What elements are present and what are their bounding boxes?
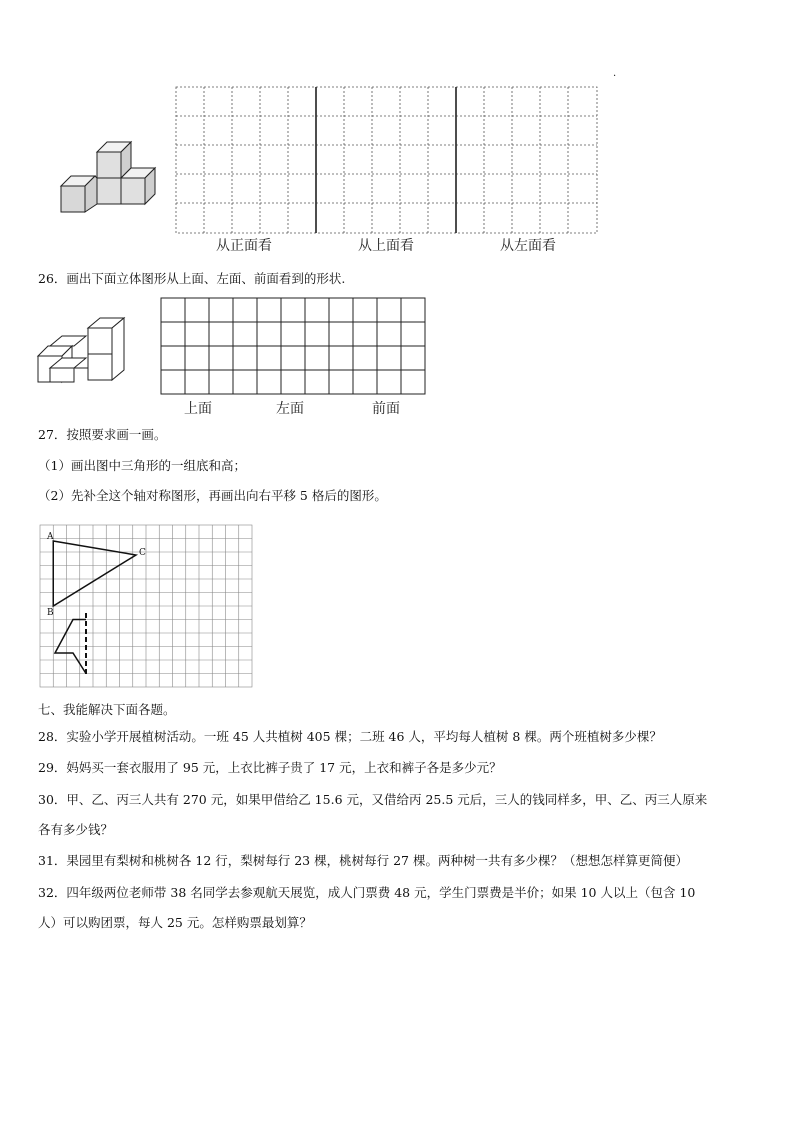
q32-line2: 人）可以购团票，每人 25 元。怎样购票最划算？ — [38, 915, 312, 930]
q29-text: 29．妈妈买一套衣服用了 95 元，上衣比裤子贵了 17 元，上衣和裤子各是多少元？ — [38, 760, 502, 775]
q27-text: 27．按照要求画一画。 — [38, 427, 167, 442]
q26-top-view-label: 上面 — [184, 401, 212, 417]
q30-line1: 30．甲、乙、丙三人共有 270 元，如果甲借给乙 15.6 元，又借给丙 25.5 元后，三人的钱同样多，甲、乙、丙三人原来 — [38, 792, 708, 807]
q25-top-view-label: 从上面看 — [358, 238, 414, 254]
point-label-a: A — [47, 532, 54, 542]
point-label-b: B — [47, 608, 54, 618]
q26-front-view-label: 前面 — [372, 401, 400, 417]
q28-text: 28．实验小学开展植树活动。一班 45 人共植树 405 棵；二班 46 人，平均每人植树 8 棵。两个班植树多少棵？ — [38, 729, 662, 744]
q26-text: 26．画出下面立体图形从上面、左面、前面看到的形状. — [38, 271, 346, 286]
triangle-abc — [53, 541, 136, 606]
q25-cube-figure — [55, 138, 165, 218]
point-label-c: C — [139, 548, 146, 558]
q32-line1: 32．四年级两位老师带 38 名同学去参观航天展览，成人门票费 48 元，学生门票费是半价；如果 10 人以上（包含 10 — [38, 885, 696, 900]
q26-cube-figure — [36, 316, 131, 386]
q31-text: 31．果园里有梨树和桃树各 12 行，梨树每行 23 棵，桃树每行 27 棵。两种树一共有多少棵？（想想怎样算更简便） — [38, 853, 688, 868]
q27-sub2: （2）先补全这个轴对称图形，再画出向右平移 5 格后的图形。 — [38, 488, 387, 503]
q25-left-view-label: 从左面看 — [500, 238, 556, 254]
q26-left-view-label: 左面 — [276, 401, 304, 417]
stray-mark: . — [613, 68, 617, 79]
q27-sub1: （1）画出图中三角形的一组底和高； — [38, 458, 246, 473]
q25-front-view-label: 从正面看 — [216, 238, 272, 254]
q26-view-grid — [161, 298, 425, 394]
section-7-heading: 七、我能解决下面各题。 — [38, 702, 176, 717]
q30-line2: 各有多少钱？ — [38, 822, 114, 837]
q27-grid-figure — [40, 525, 252, 687]
q25-view-grids — [176, 87, 597, 233]
